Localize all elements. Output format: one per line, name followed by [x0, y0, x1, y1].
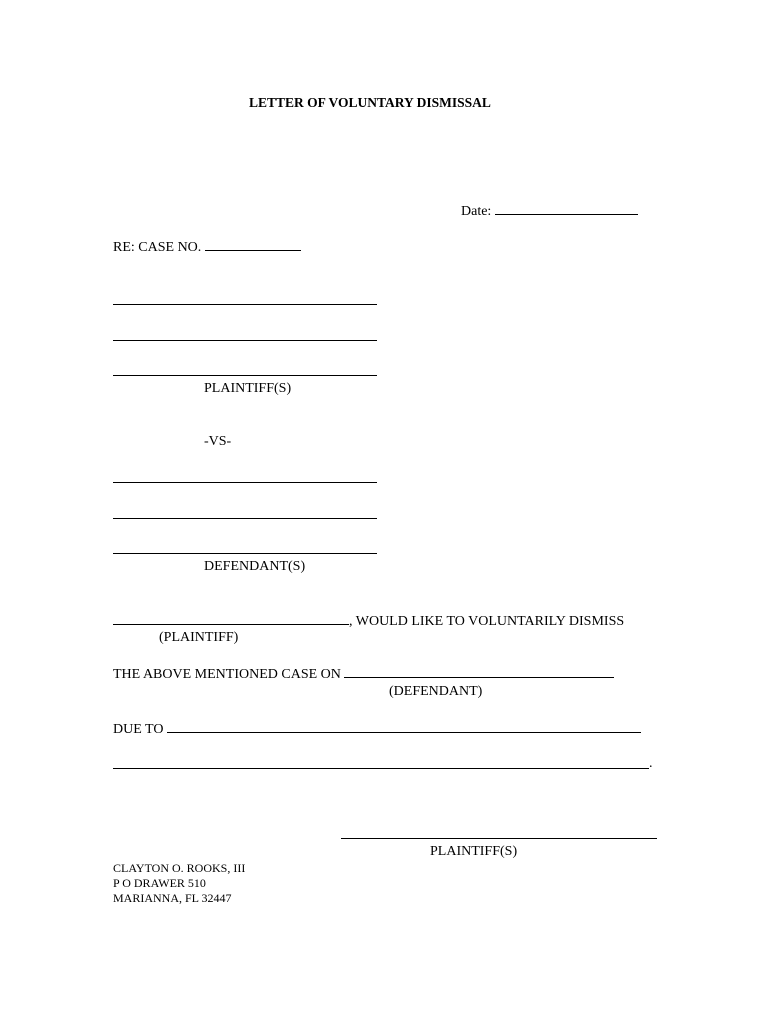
date-label: Date:: [461, 204, 492, 219]
plaintiff-name-field[interactable]: [113, 612, 349, 625]
defendant-caption: DEFENDANT(S): [204, 559, 306, 574]
end-period: .: [649, 756, 653, 771]
defendant-line-3[interactable]: [113, 553, 377, 554]
signature-caption: PLAINTIFF(S): [430, 844, 518, 859]
defendant-line-1[interactable]: [113, 482, 377, 483]
due-to-row: [113, 720, 641, 738]
case-on-text: THE ABOVE MENTIONED CASE ON: [113, 667, 341, 682]
dismiss-row: [113, 612, 624, 630]
due-to-label: DUE TO: [113, 722, 164, 737]
footer-name: CLAYTON O. ROOKS, III: [113, 861, 246, 875]
plaintiff-line-1[interactable]: [113, 304, 377, 305]
reason-line-2[interactable]: [113, 768, 649, 769]
document-title: LETTER OF VOLUNTARY DISMISSAL: [249, 95, 491, 110]
date-field[interactable]: [495, 202, 638, 215]
signature-line[interactable]: [341, 838, 657, 839]
case-number-field[interactable]: [205, 238, 301, 251]
case-on-row: [113, 665, 614, 683]
dismiss-text: , WOULD LIKE TO VOLUNTARILY DISMISS: [349, 614, 625, 629]
defendant-hint: (DEFENDANT): [389, 684, 483, 699]
footer-address-line2: MARIANNA, FL 32447: [113, 891, 232, 905]
reason-field-1[interactable]: [167, 720, 641, 733]
case-number-row: [113, 238, 301, 256]
plaintiff-hint: (PLAINTIFF): [159, 630, 239, 645]
defendant-line-2[interactable]: [113, 518, 377, 519]
plaintiff-line-3[interactable]: [113, 375, 377, 376]
defendant-name-field[interactable]: [344, 665, 614, 678]
case-number-label: RE: CASE NO.: [113, 240, 202, 255]
plaintiff-line-2[interactable]: [113, 340, 377, 341]
footer-address-line1: P O DRAWER 510: [113, 876, 206, 890]
date-row: [461, 202, 638, 220]
plaintiff-caption: PLAINTIFF(S): [204, 381, 292, 396]
versus-label: -VS-: [204, 434, 232, 449]
